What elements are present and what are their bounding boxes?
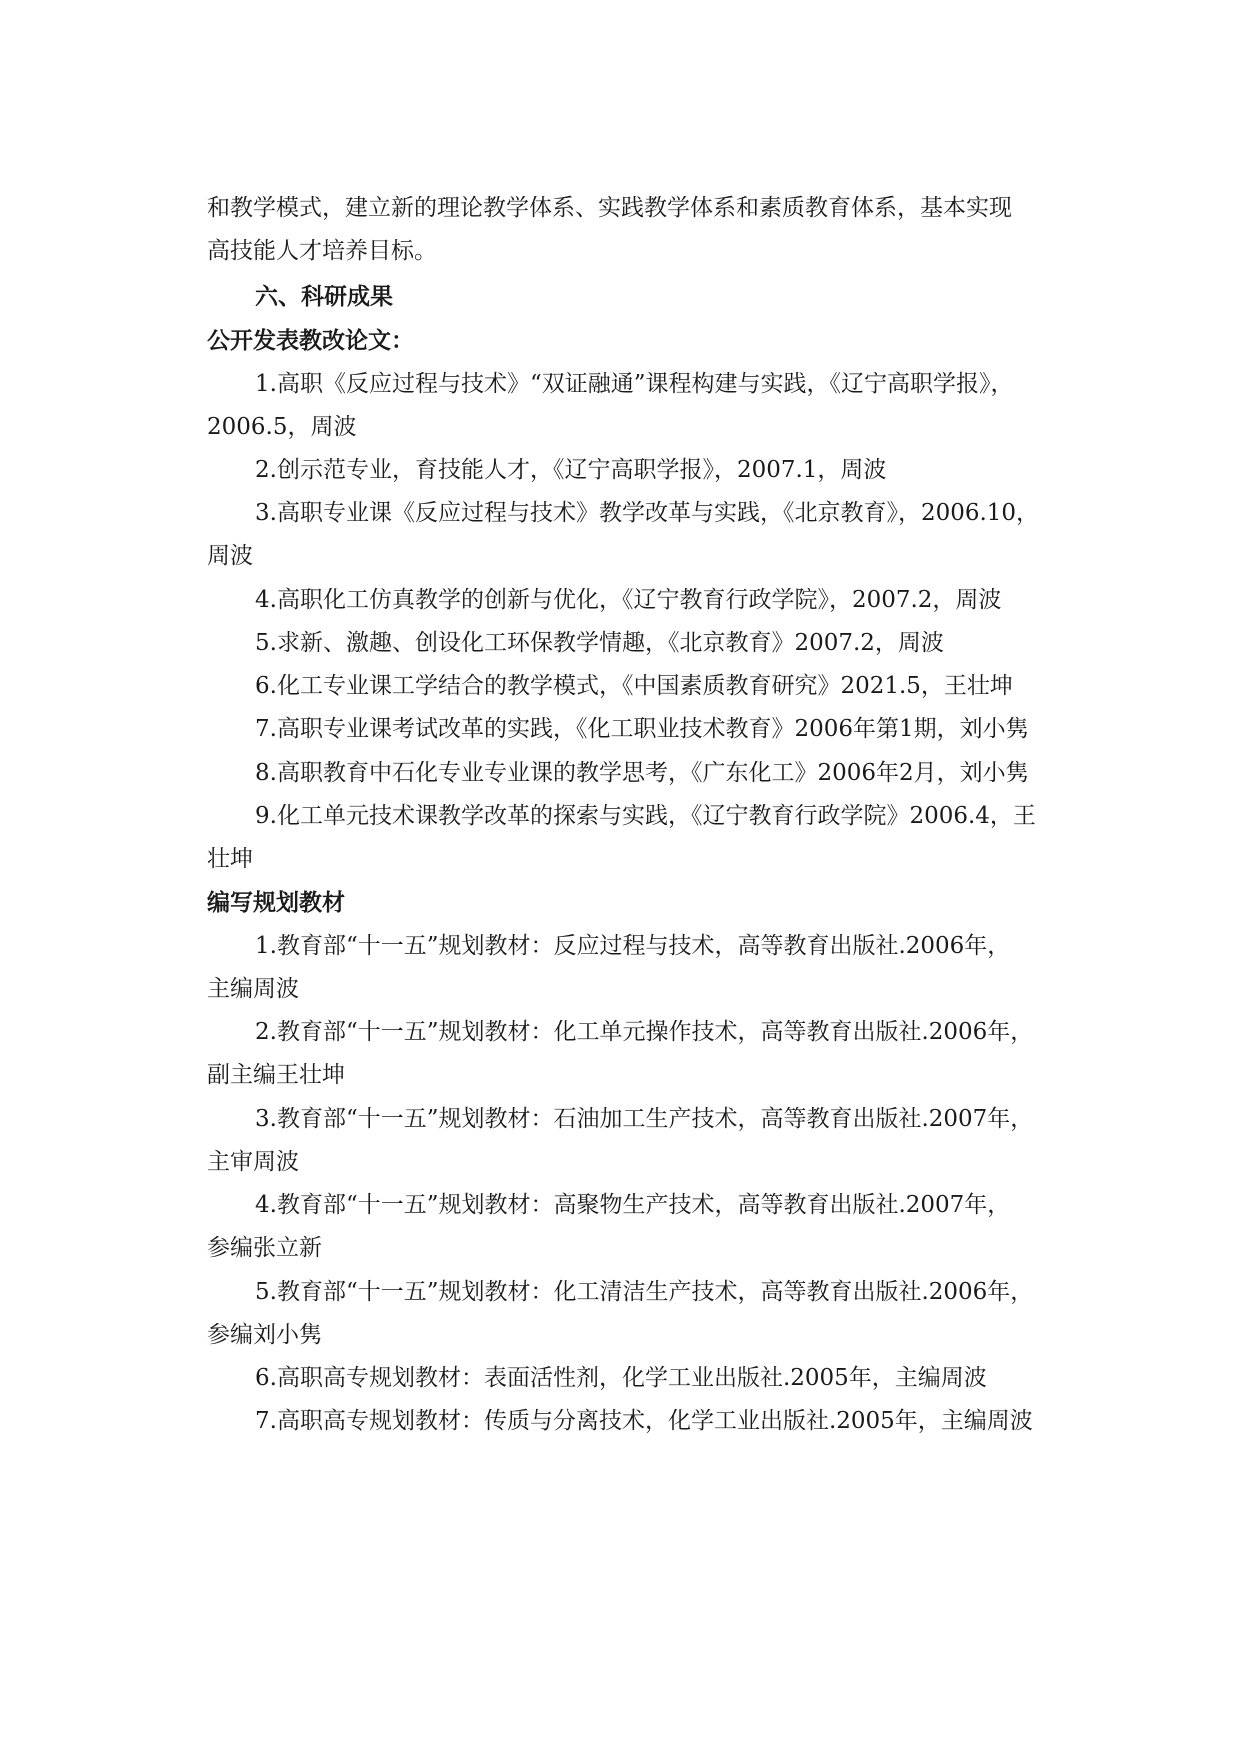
- paper-item-1: 1.高职《反应过程与技术》“双证融通”课程构建与实践，《辽宁高职学报》，: [255, 371, 1014, 397]
- textbook-item-4: 4.教育部“十一五”规划教材：高聚物生产技术，高等教育出版社.2007年，: [255, 1192, 1011, 1218]
- intro-line-2: 高技能人才培养目标。: [207, 238, 437, 264]
- paper-item-5: 5.求新、激趣、创设化工环保教学情趣，《北京教育》2007.2，周波: [255, 630, 944, 656]
- paper-item-3: 3.高职专业课《反应过程与技术》教学改革与实践，《北京教育》，2006.10，: [255, 500, 1040, 526]
- paper-item-2: 2.创示范专业，育技能人才，《辽宁高职学报》，2007.1，周波: [255, 457, 887, 483]
- paper-item-1-cont: 2006.5，周波: [207, 414, 357, 440]
- paper-item-6: 6.化工专业课工学结合的教学模式，《中国素质教育研究》2021.5，王壮坤: [255, 673, 1013, 699]
- intro-line-1: 和教学模式，建立新的理论教学体系、实践教学体系和素质教育体系，基本实现: [207, 195, 1012, 221]
- textbook-item-5: 5.教育部“十一五”规划教材：化工清洁生产技术，高等教育出版社.2006年，: [255, 1279, 1034, 1305]
- textbooks-heading: 编写规划教材: [207, 890, 345, 916]
- paper-item-9: 9.化工单元技术课教学改革的探索与实践，《辽宁教育行政学院》2006.4，王: [255, 803, 1036, 829]
- textbook-item-3-cont: 主审周波: [207, 1149, 299, 1175]
- textbook-item-5-cont: 参编刘小隽: [207, 1322, 322, 1348]
- paper-item-3-cont: 周波: [207, 543, 253, 569]
- textbook-item-7: 7.高职高专规划教材：传质与分离技术，化学工业出版社.2005年，主编周波: [255, 1408, 1033, 1434]
- papers-heading: 公开发表教改论文：: [207, 328, 414, 354]
- paper-item-8: 8.高职教育中石化专业专业课的教学思考，《广东化工》2006年2月，刘小隽: [255, 760, 1029, 786]
- section-heading: 六、科研成果: [255, 284, 393, 310]
- textbook-item-1-cont: 主编周波: [207, 976, 299, 1002]
- textbook-item-1: 1.教育部“十一五”规划教材：反应过程与技术，高等教育出版社.2006年，: [255, 933, 1011, 959]
- textbook-item-2-cont: 副主编王壮坤: [207, 1062, 345, 1088]
- textbook-item-3: 3.教育部“十一五”规划教材：石油加工生产技术，高等教育出版社.2007年，: [255, 1106, 1034, 1132]
- textbook-item-6: 6.高职高专规划教材：表面活性剂，化学工业出版社.2005年，主编周波: [255, 1365, 987, 1391]
- paper-item-7: 7.高职专业课考试改革的实践，《化工职业技术教育》2006年第1期，刘小隽: [255, 716, 1029, 742]
- paper-item-4: 4.高职化工仿真教学的创新与优化，《辽宁教育行政学院》，2007.2，周波: [255, 587, 1002, 613]
- textbook-item-4-cont: 参编张立新: [207, 1235, 322, 1261]
- textbook-item-2: 2.教育部“十一五”规划教材：化工单元操作技术，高等教育出版社.2006年，: [255, 1019, 1034, 1045]
- paper-item-9-cont: 壮坤: [207, 846, 253, 872]
